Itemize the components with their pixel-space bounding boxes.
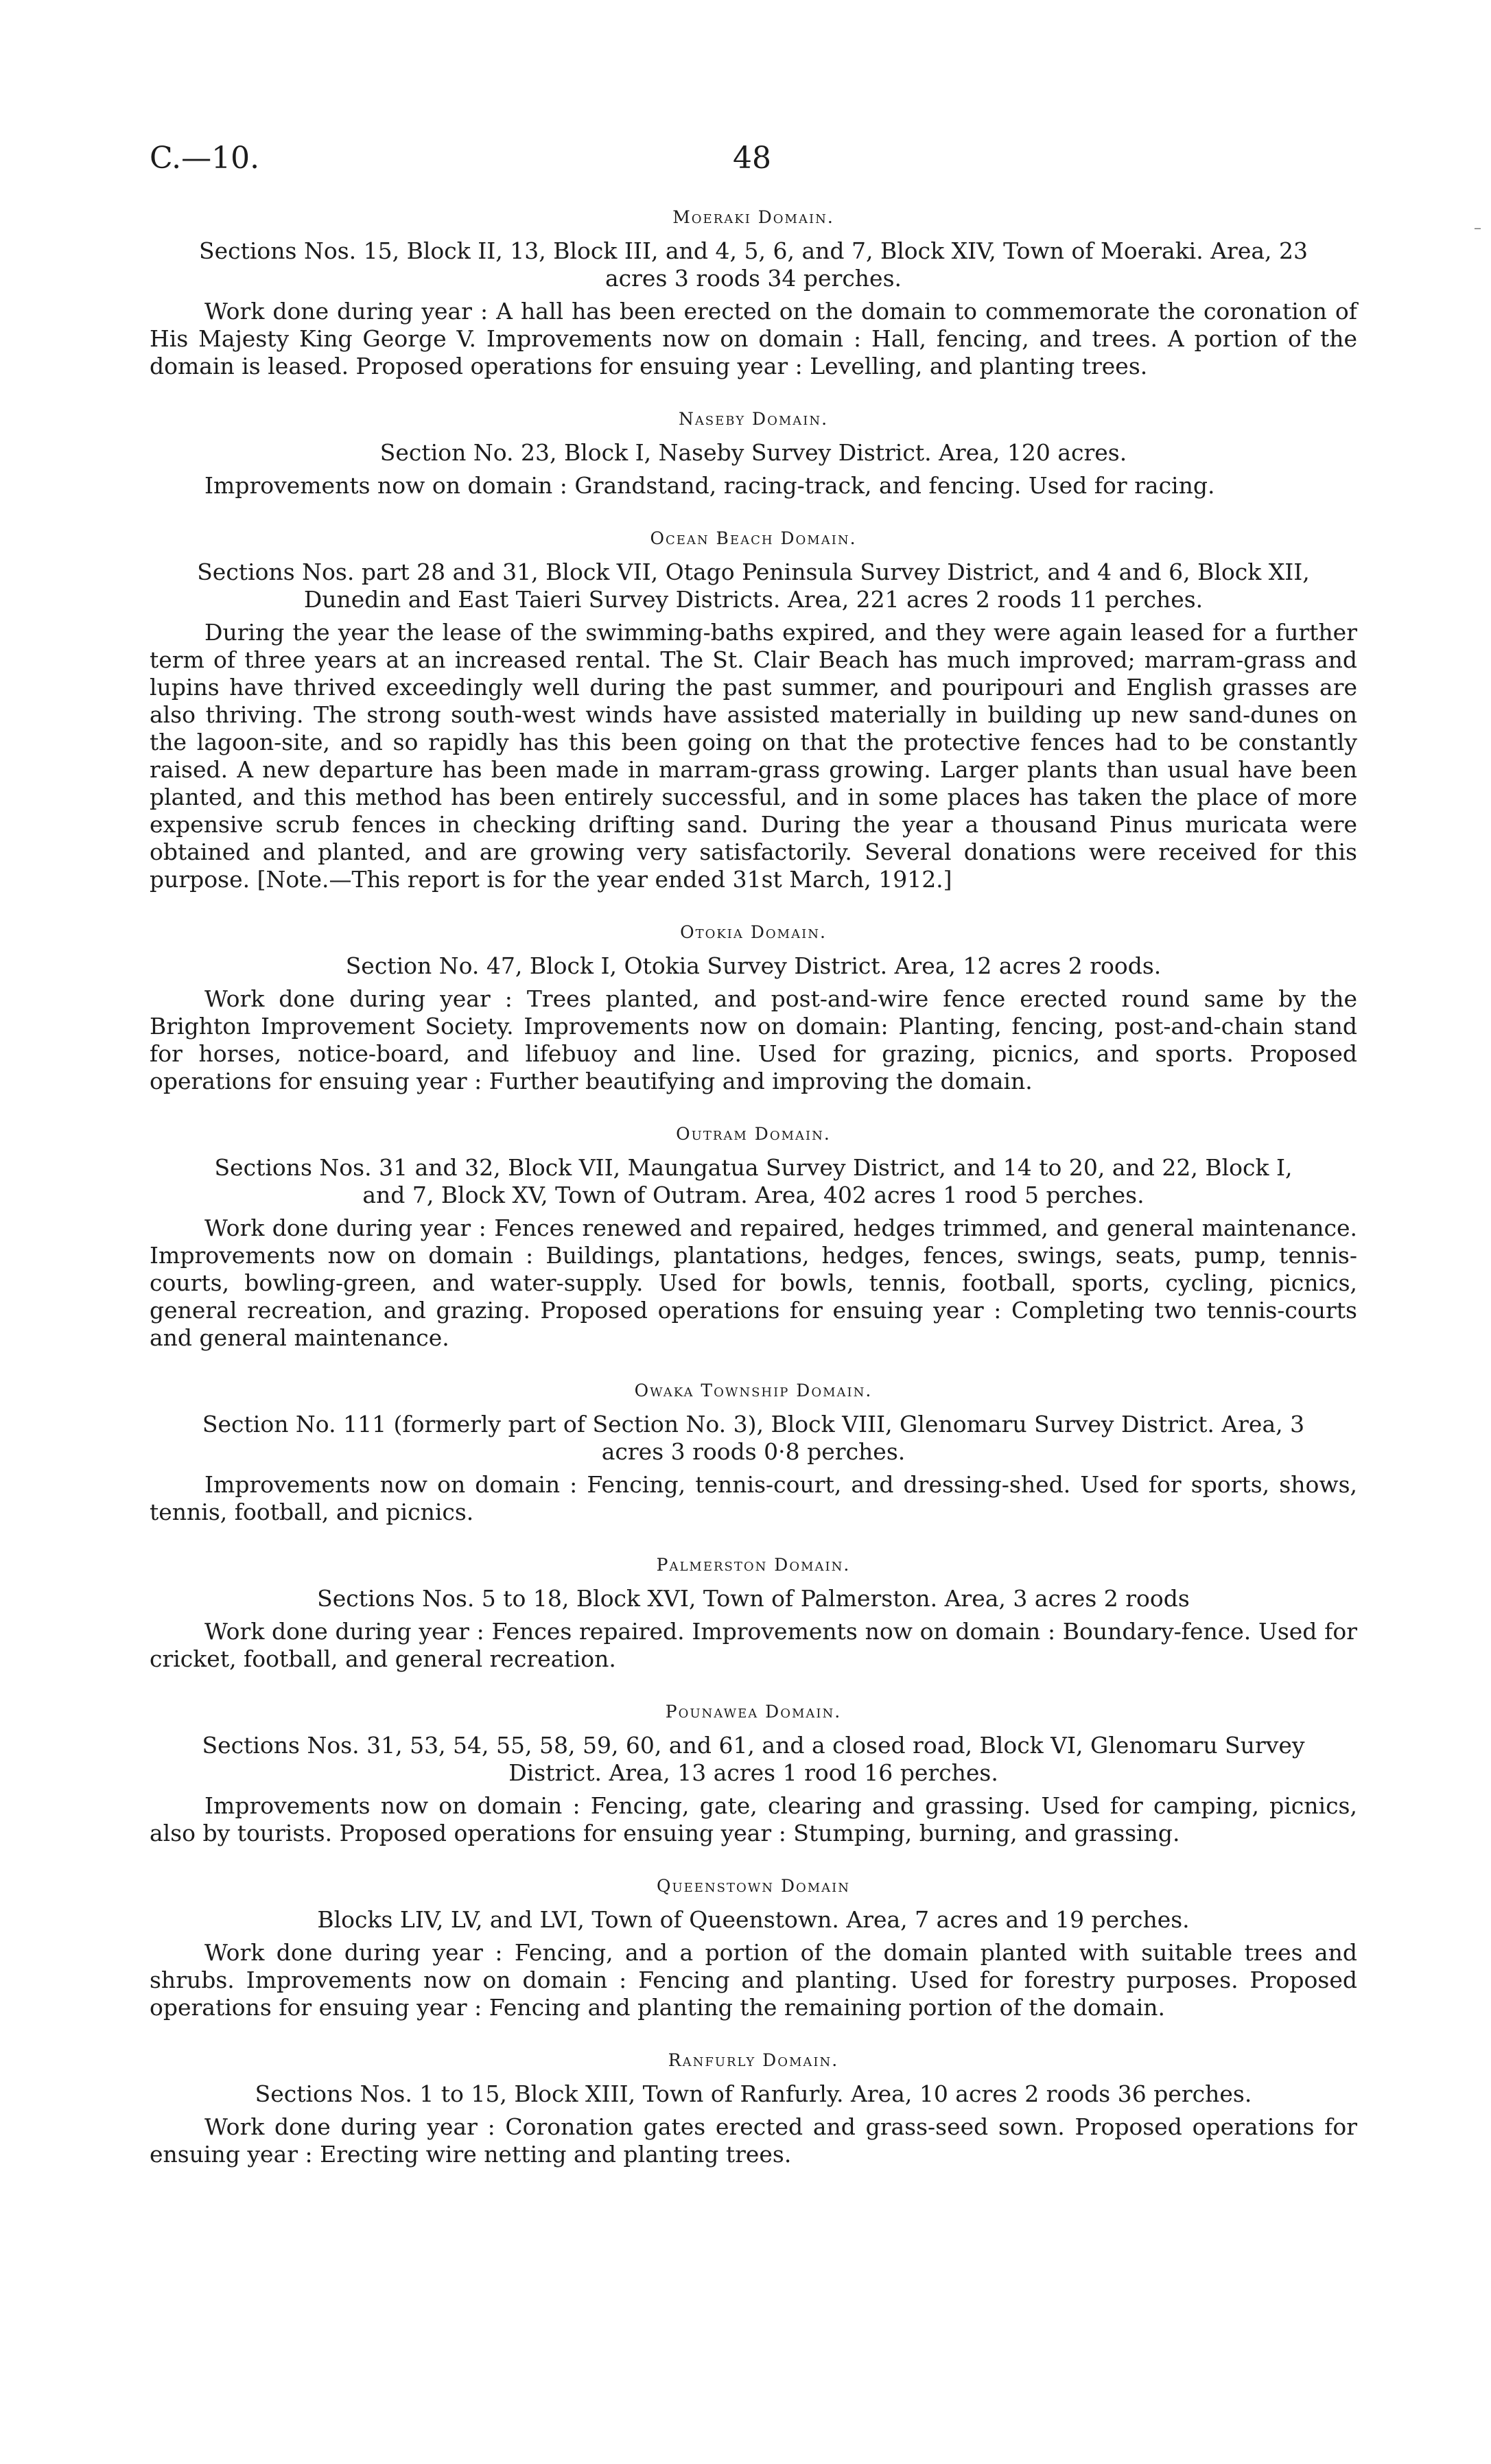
domain-entry-naseby bbox=[150, 408, 1357, 500]
section-location: Sections Nos. 31, 53, 54, 55, 58, 59, 60, and 61, and a closed road, Block VI, Glenomaru Survey District. Area, 13 acres 1 rood 16 perches. bbox=[202, 1732, 1305, 1786]
section-body: During the year the lease of the swimming-baths expired, and they were again leased for a further term of three years at an increased rental. The St. Clair Beach has much improved; marram-grass and lupins have thrived exceedingly well during the past summer, and pouripouri and English grasses are also thriving. The strong south-west winds have assisted materially in building up new sand-dunes on the lagoon-site, and so rapidly has this been going on that the protective fences had to be constantly raised. A new departure has been made in marram-grass growing. Larger plants than usual have been planted, and this method has been entirely successful, and in some places has taken the place of more expensive scrub fences in checking drifting sand. During the year a thousand Pinus muricata were obtained and planted, and are growing very satisfactorily. Several donations were received for this purpose. [Note.—This report is for the year ended 31st March, 1912.] bbox=[150, 619, 1357, 893]
section-heading: Ocean Beach Domain. bbox=[650, 528, 857, 548]
domain-entry-queenstown bbox=[150, 1875, 1357, 2021]
domain-entry-pounawea bbox=[150, 1700, 1357, 1847]
page-number: 48 bbox=[733, 141, 771, 176]
section-heading: Naseby Domain. bbox=[678, 409, 829, 429]
page-header bbox=[150, 141, 1357, 189]
section-location: Sections Nos. part 28 and 31, Block VII, Otago Peninsula Survey District, and 4 and 6, Block XII, Dunedin and East Taieri Survey Districts. Area, 221 acres 2 roods 11 perches. bbox=[197, 559, 1310, 613]
page-content bbox=[150, 206, 1357, 2196]
section-heading: Outram Domain. bbox=[676, 1124, 831, 1144]
section-location: Section No. 23, Block I, Naseby Survey District. Area, 120 acres. bbox=[379, 439, 1127, 466]
section-location: Sections Nos. 31 and 32, Block VII, Maungatua Survey District, and 14 to 20, and 22, Block I, and 7, Block XV, Town of Outram. Area, 402 acres 1 rood 5 perches. bbox=[214, 1154, 1293, 1208]
section-body: Work done during year : Fences renewed and repaired, hedges trimmed, and general maintenance. Improvements now on domain : Buildings, plantations, hedges, fences, swings, seats, pump, tennis-courts, bowling-green, and water-supply. Used for bowls, tennis, football, sports, cycling, picnics, general recreation, and grazing. Proposed operations for ensuing year : Completing two tennis-courts and general maintenance. bbox=[150, 1215, 1357, 1351]
section-location: Sections Nos. 15, Block II, 13, Block III, and 4, 5, 6, and 7, Block XIV, Town of Moeraki. Area, 23 acres 3 roods 34 perches. bbox=[198, 237, 1308, 292]
domain-entry-ocean-beach bbox=[150, 527, 1357, 893]
section-body: Work done during year : Trees planted, and post-and-wire fence erected round same by the Brighton Improvement Society. Improvements now on domain: Planting, fencing, post-and-chain stand for horses, notice-board, and lifebuoy and line. Used for grazing, picnics, and sports. Proposed operations for ensuing year : Further beautifying and improving the domain. bbox=[150, 985, 1357, 1094]
section-location: Sections Nos. 1 to 15, Block XIII, Town of Ranfurly. Area, 10 acres 2 roods 36 perches. bbox=[255, 2080, 1252, 2107]
domain-entry-moeraki bbox=[150, 206, 1357, 380]
section-location: Blocks LIV, LV, and LVI, Town of Queenstown. Area, 7 acres and 19 perches. bbox=[317, 1906, 1190, 1933]
section-heading: Otokia Domain. bbox=[680, 922, 827, 942]
section-location: Sections Nos. 5 to 18, Block XVI, Town of Palmerston. Area, 3 acres 2 roods bbox=[317, 1585, 1190, 1612]
section-location: Section No. 111 (formerly part of Section No. 3), Block VIII, Glenomaru Survey District. Area, 3 acres 3 roods 0·8 perches. bbox=[202, 1411, 1305, 1465]
section-body: Work done during year : Coronation gates erected and grass-seed sown. Proposed operations for ensuing year : Erecting wire netting and planting trees. bbox=[150, 2113, 1357, 2168]
section-body: Improvements now on domain : Fencing, tennis-court, and dressing-shed. Used for sports, shows, tennis, football, and picnics. bbox=[150, 1471, 1357, 1525]
margin-mark: – bbox=[1474, 220, 1481, 237]
section-heading: Owaka Township Domain. bbox=[634, 1381, 873, 1400]
section-heading: Palmerston Domain. bbox=[656, 1555, 851, 1575]
domain-entry-palmerston bbox=[150, 1553, 1357, 1673]
section-heading: Ranfurly Domain. bbox=[668, 2050, 839, 2070]
section-heading: Pounawea Domain. bbox=[665, 1702, 842, 1722]
section-body: Work done during year : Fencing, and a portion of the domain planted with suitable trees and shrubs. Improvements now on domain : Fencing and planting. Used for forestry purposes. Proposed operations for ensuing year : Fencing and planting the remaining portion of the domain. bbox=[150, 1939, 1357, 2021]
section-body: Improvements now on domain : Fencing, gate, clearing and grassing. Used for camping, picnics, also by tourists. Proposed operations for ensuing year : Stumping, burning, and grassing. bbox=[150, 1792, 1357, 1846]
section-location: Section No. 47, Block I, Otokia Survey District. Area, 12 acres 2 roods. bbox=[345, 952, 1162, 979]
section-body: Work done during year : Fences repaired. Improvements now on domain : Boundary-fence. Used for cricket, football, and general recreation. bbox=[150, 1618, 1357, 1672]
document-reference: C.—10. bbox=[150, 141, 260, 176]
section-body: Work done during year : A hall has been erected on the domain to commemorate the coronation of His Majesty King George V. Improvements now on domain : Hall, fencing, and trees. A portion of the domain is leased. Proposed operations for ensuing year : Levelling, and planting trees. bbox=[150, 298, 1357, 379]
section-heading: Queenstown Domain bbox=[656, 1876, 851, 1896]
domain-entry-owaka-township bbox=[150, 1379, 1357, 1526]
domain-entry-otokia bbox=[150, 921, 1357, 1095]
section-body: Improvements now on domain : Grandstand, racing-track, and fencing. Used for racing. bbox=[204, 472, 1215, 499]
section-heading: Moeraki Domain. bbox=[672, 207, 834, 227]
domain-entry-ranfurly bbox=[150, 2049, 1357, 2168]
domain-entry-outram bbox=[150, 1123, 1357, 1352]
